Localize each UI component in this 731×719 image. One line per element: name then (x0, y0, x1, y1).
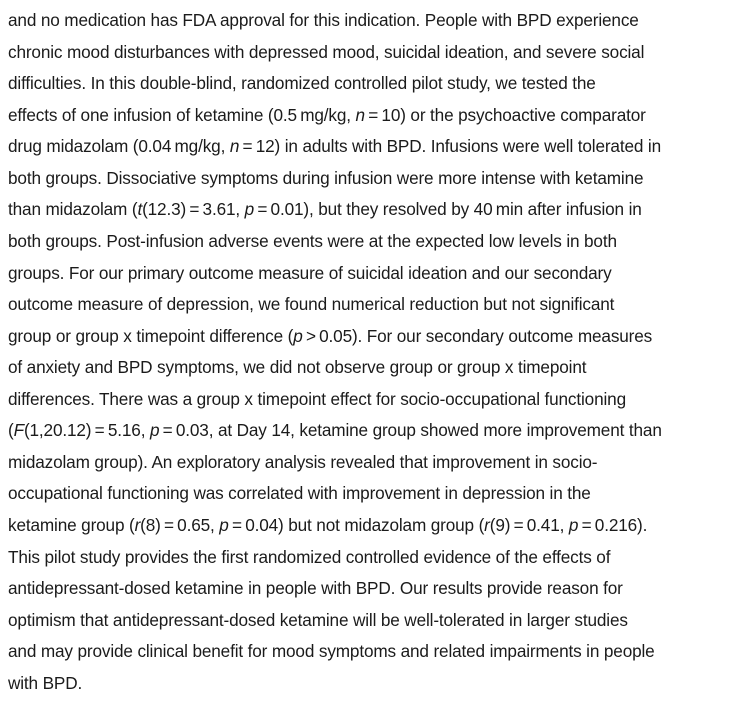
text-line (8, 636, 728, 668)
text-line (8, 5, 728, 37)
text-line (8, 447, 728, 479)
text-run: of anxiety and BPD symptoms, we did not observe group or group x timepoint (8, 357, 587, 378)
text-run: than midazolam ( (8, 199, 138, 220)
text-run: outcome measure of depression, we found numerical reduction but not significant (8, 294, 615, 315)
text-run: antidepressant-dosed ketamine in people with BPD. Our results provide reason for (8, 578, 623, 599)
abstract-text (8, 5, 728, 699)
text-line (8, 131, 728, 163)
text-line (8, 194, 728, 226)
text-run: = 12) in adults with BPD. Infusions were well tolerated in (239, 136, 661, 157)
text-run: This pilot study provides the first randomized controlled evidence of the effects of (8, 546, 611, 567)
text-run: optimism that antidepressant-dosed ketamine will be well-tolerated in larger studies (8, 609, 628, 630)
italic-variable: p (244, 199, 255, 220)
italic-variable: n (229, 136, 240, 157)
text-run: = 0.01), but they resolved by 40 min after infusion in (254, 199, 642, 220)
text-run: chronic mood disturbances with depressed mood, suicidal ideation, and severe social (8, 41, 645, 62)
text-line (8, 100, 728, 132)
text-line (8, 37, 728, 69)
italic-variable: r (484, 515, 490, 535)
text-run: differences. There was a group x timepoint effect for socio-occupational functioning (8, 388, 626, 409)
italic-variable: n (355, 104, 365, 125)
text-line (8, 226, 728, 258)
text-line (8, 510, 728, 542)
text-line (8, 478, 728, 510)
text-line (8, 384, 728, 416)
text-run: > 0.05). For our secondary outcome measures (302, 325, 653, 346)
text-run: (1,20.12) = 5.16, (23, 420, 150, 441)
text-run: both groups. Post-infusion adverse events were at the expected low levels in both (8, 230, 617, 251)
text-run: = 10) or the psychoactive comparator (364, 104, 646, 125)
text-run: both groups. Dissociative symptoms during infusion were more intense with ketamine (8, 167, 644, 188)
text-run: drug midazolam (0.04 mg/kg, (8, 136, 230, 157)
text-line (8, 163, 728, 195)
text-line (8, 68, 728, 100)
italic-variable: r (134, 515, 141, 535)
text-run: = 0.03, at Day 14, ketamine group showed more improvement than (159, 420, 662, 441)
text-run: occupational functioning was correlated with improvement in depression in the (8, 483, 591, 504)
text-line (8, 321, 728, 353)
text-line (8, 605, 728, 637)
text-run: ketamine group ( (8, 515, 135, 535)
text-run: = 0.04) but not midazolam group ( (228, 515, 485, 535)
text-line (8, 352, 728, 384)
text-run: and may provide clinical benefit for mood symptoms and related impairments in people (8, 641, 655, 662)
italic-variable: p (293, 325, 303, 346)
text-run: groups. For our primary outcome measure of suicidal ideation and our secondary (8, 262, 612, 283)
text-run: difficulties. In this double-blind, randomized controlled pilot study, we tested the (8, 73, 596, 94)
text-line (8, 573, 728, 605)
text-run: effects of one infusion of ketamine (0.5 mg/kg, (8, 104, 356, 125)
text-run: midazolam group). An exploratory analysis revealed that improvement in socio- (8, 451, 598, 472)
italic-variable: F (13, 420, 24, 441)
text-run: ( (8, 420, 14, 441)
text-run: group or group x timepoint difference ( (8, 325, 294, 346)
text-line (8, 668, 728, 700)
italic-variable: p (568, 515, 579, 535)
text-run: (8) = 0.65, (140, 515, 220, 535)
text-run: (12.3) = 3.61, (142, 199, 245, 220)
text-line (8, 289, 728, 321)
text-run: = 0.216). (578, 515, 648, 535)
text-run: with BPD. (8, 672, 83, 693)
text-run: (9) = 0.41, (489, 515, 569, 535)
text-line (8, 542, 728, 574)
text-run: and no medication has FDA approval for this indication. People with BPD experience (8, 10, 639, 30)
italic-variable: p (149, 420, 160, 441)
italic-variable: t (137, 199, 143, 220)
text-line (8, 258, 728, 290)
italic-variable: p (219, 515, 229, 535)
text-line (8, 415, 728, 447)
